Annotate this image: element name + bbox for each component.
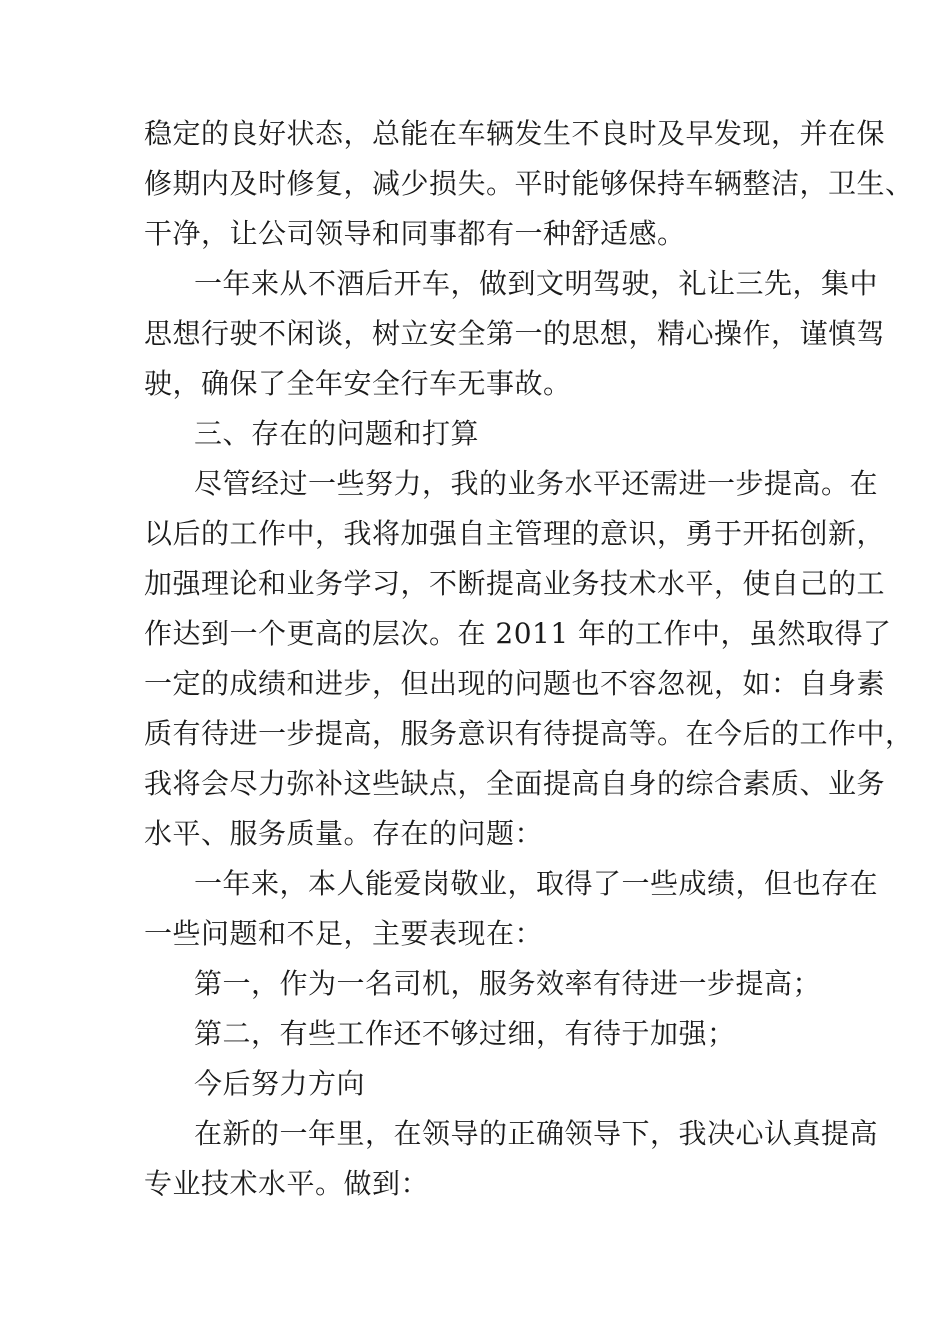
paragraph-line: 水平、服务质量。存在的问题：: [144, 817, 544, 850]
section-heading: 三、存在的问题和打算: [194, 417, 480, 450]
paragraph-line: 以后的工作中，我将加强自主管理的意识，勇于开拓创新，: [144, 517, 886, 550]
list-item: 第一，作为一名司机，服务效率有待进一步提高；: [194, 967, 822, 1000]
paragraph-line: 质有待进一步提高，服务意识有待提高等。在今后的工作中，: [144, 717, 914, 750]
paragraph-line: 尽管经过一些努力，我的业务水平还需进一步提高。在: [194, 467, 879, 500]
paragraph-line: 在新的一年里，在领导的正确领导下，我决心认真提高: [194, 1117, 879, 1150]
paragraph-line: 稳定的良好状态，总能在车辆发生不良时及早发现，并在保: [144, 117, 886, 150]
paragraph-line: 专业技术水平。做到：: [144, 1167, 430, 1200]
paragraph-line: 一定的成绩和进步，但出现的问题也不容忽视，如：自身素: [144, 667, 886, 700]
paragraph-line: 修期内及时修复，减少损失。平时能够保持车辆整洁，卫生、: [144, 167, 914, 200]
paragraph-line: 驶，确保了全年安全行车无事故。: [144, 367, 572, 400]
section-heading: 今后努力方向: [194, 1067, 366, 1100]
list-item: 第二，有些工作还不够过细，有待于加强；: [194, 1017, 736, 1050]
paragraph-line: 一些问题和不足，主要表现在：: [144, 917, 544, 950]
paragraph-line: 加强理论和业务学习，不断提高业务技术水平，使自己的工: [144, 567, 886, 600]
paragraph-line: 我将会尽力弥补这些缺点，全面提高自身的综合素质、业务: [144, 767, 886, 800]
paragraph-line: 作达到一个更高的层次。在 2011 年的工作中，虽然取得了: [144, 617, 892, 650]
paragraph-line: 思想行驶不闲谈，树立安全第一的思想，精心操作，谨慎驾: [144, 317, 886, 350]
paragraph-line: 干净，让公司领导和同事都有一种舒适感。: [144, 217, 686, 250]
paragraph-line: 一年来，本人能爱岗敬业，取得了一些成绩，但也存在: [194, 867, 879, 900]
paragraph-line: 一年来从不酒后开车，做到文明驾驶，礼让三先，集中: [194, 267, 879, 300]
